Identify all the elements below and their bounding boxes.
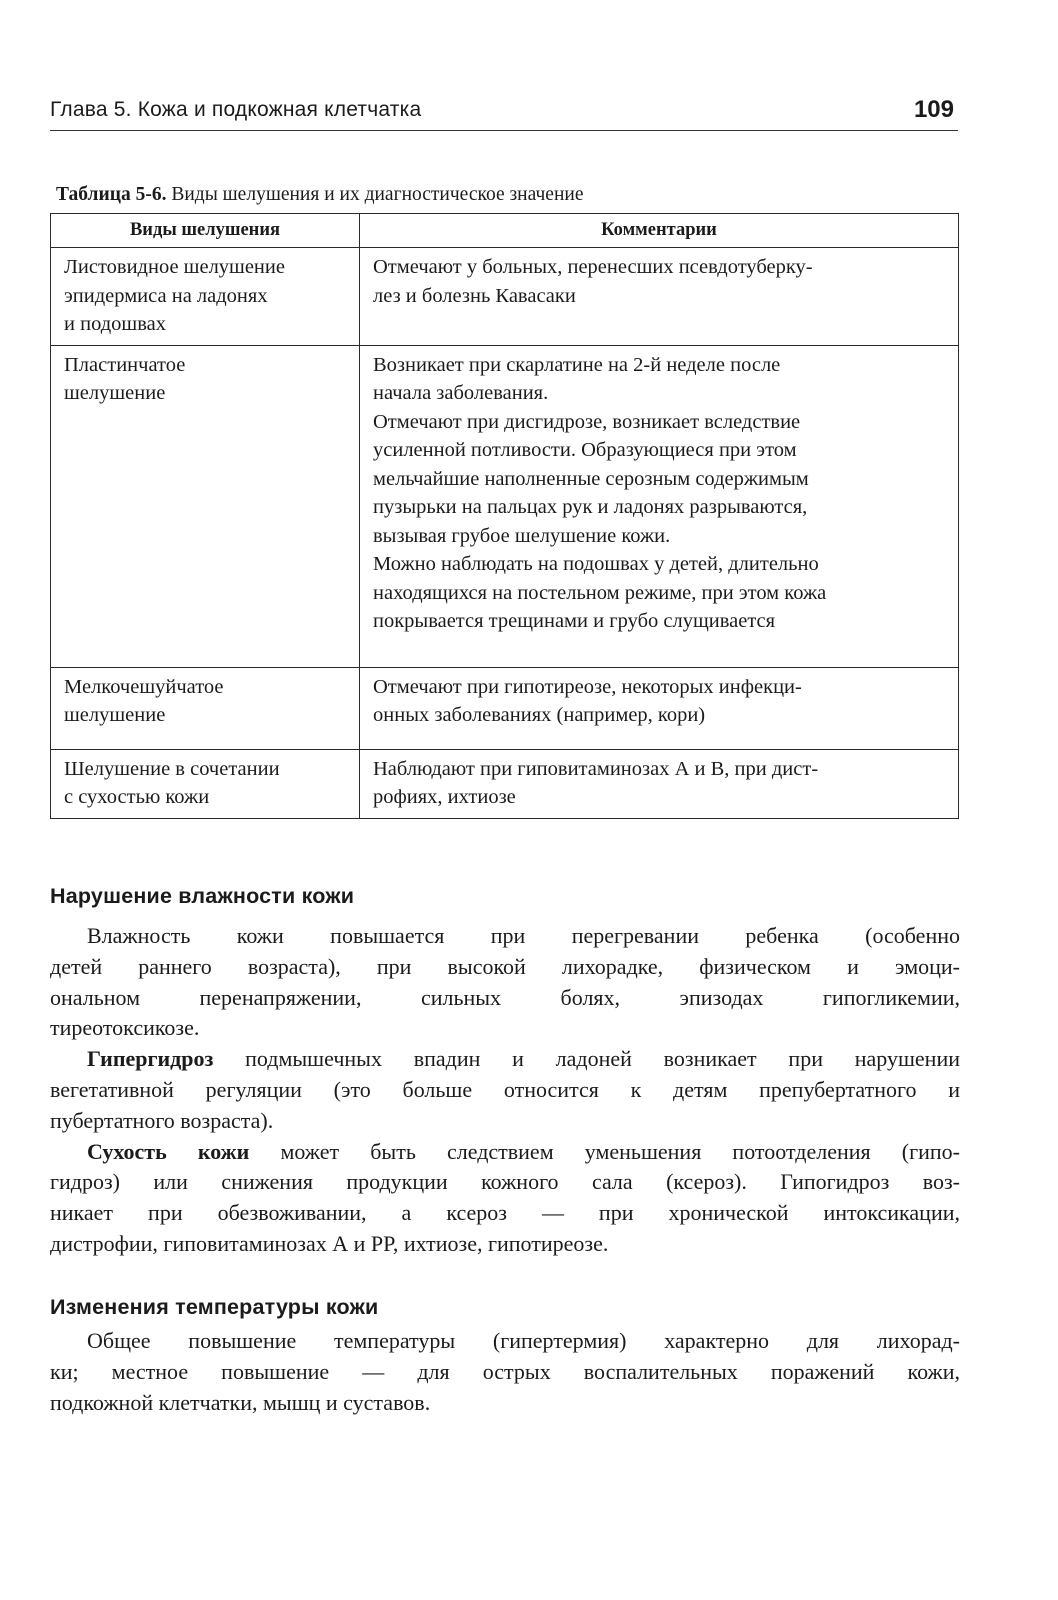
cell-comment [360, 749, 959, 818]
text-line: дистрофии, гиповитаминозах А и PP, ихтиозе, гипотиреозе. [50, 1230, 609, 1256]
cell-line: Наблюдают при гиповитаминозах А и В, при дист- [373, 757, 819, 780]
peeling-types-table [50, 213, 959, 819]
table-row [51, 345, 959, 667]
text-line: Влажность кожи повышается при перегревании ребенка (особенно [87, 923, 960, 948]
page-number: 109 [913, 96, 954, 123]
cell-line: и подошвах [64, 313, 166, 335]
cell-line: пузырьки на пальцах рук и ладонях разрываются, [373, 496, 808, 518]
section-skin-moisture [50, 881, 960, 1260]
table-caption-text: Виды шелушения и их диагностическое значение [171, 184, 584, 205]
cell-line: мельчайшие наполненные серозным содержимым [373, 467, 809, 490]
cell-line: покрывается трещинами и грубо слущивается [373, 610, 776, 632]
running-header [50, 92, 958, 131]
cell-line: онных заболеваниях (например, кори) [373, 704, 706, 726]
text-run: подмышечных впадин и ладоней возникает при нарушении [213, 1046, 960, 1072]
table-header-row [51, 214, 959, 248]
cell-line: Отмечают при дисгидрозе, возникает вследствие [373, 410, 801, 433]
section-body [50, 921, 960, 1260]
cell-line: начала заболевания. [373, 382, 549, 404]
column-header-type: Виды шелушения [51, 214, 360, 248]
section-heading: Изменения температуры кожи [50, 1295, 379, 1319]
table-caption [56, 181, 956, 209]
cell-comment [360, 667, 959, 749]
text-line: детей раннего возраста), при высокой лихорадке, физическом и эмоци- [50, 953, 960, 979]
cell-line: шелушение [64, 704, 166, 726]
text-line: подкожной клетчатки, мышц и суставов. [50, 1389, 431, 1415]
cell-line: вызывая грубое шелушение кожи. [373, 524, 671, 547]
cell-type [51, 667, 360, 749]
cell-line: шелушение [64, 382, 166, 404]
text-line: ональном перенапряжении, сильных болях, эпизодах гипогликемии, [50, 984, 960, 1010]
term-hyperhidrosis: Гипергидроз [87, 1046, 214, 1072]
cell-type [51, 345, 360, 667]
table-row [51, 248, 959, 346]
section-body [50, 1326, 960, 1418]
term-dry-skin: Сухость кожи [87, 1138, 250, 1164]
section-skin-temperature [50, 1292, 960, 1418]
table-caption-label: Таблица 5-6. [56, 184, 167, 205]
table-row [51, 667, 959, 749]
text-line [50, 1044, 960, 1075]
cell-line: лез и болезнь Кавасаки [373, 284, 576, 307]
cell-line: Листовидное шелушение [64, 256, 285, 278]
text-line: Общее повышение температуры (гипертермия) характерно для лихорад- [87, 1328, 960, 1353]
chapter-title: Глава 5. Кожа и подкожная клетчатка [50, 98, 422, 121]
cell-line: Можно наблюдать на подошвах у детей, длительно [373, 553, 819, 575]
cell-line: Пластинчатое [64, 353, 186, 376]
text-line: никает при обезвоживании, а ксероз — при хронической интоксикации, [50, 1200, 960, 1226]
text-line: ки; местное повышение — для острых воспалительных поражений кожи, [50, 1358, 960, 1384]
column-header-comment: Комментарии [360, 214, 959, 248]
text-line: вегетативной регуляции (это больше относится к детям препубертатного и [50, 1076, 960, 1102]
cell-line: Отмечают у больных, перенесших псевдотуберку- [373, 256, 813, 278]
text-line: пубертатного возраста). [50, 1107, 274, 1133]
cell-type [51, 248, 360, 346]
cell-type [51, 749, 360, 818]
table-row [51, 749, 959, 818]
text-line: гидроз) или снижения продукции кожного сала (ксероз). Гипогидроз воз- [50, 1169, 960, 1195]
text-line [50, 1137, 960, 1168]
text-run: может быть следствием уменьшения потоотделения (гипо- [249, 1138, 960, 1164]
cell-line: находящихся на постельном режиме, при этом кожа [373, 581, 827, 604]
section-heading: Нарушение влажности кожи [50, 884, 355, 908]
cell-line: рофиях, ихтиозе [373, 786, 516, 808]
cell-line: с сухостью кожи [64, 786, 210, 808]
text-line: тиреотоксикозе. [50, 1015, 200, 1041]
cell-line: усиленной потливости. Образующиеся при этом [373, 439, 797, 461]
cell-line: Отмечают при гипотиреозе, некоторых инфекци- [373, 675, 802, 698]
cell-line: Шелушение в сочетании [64, 757, 280, 780]
cell-line: эпидермиса на ладонях [64, 284, 268, 307]
cell-line: Возникает при скарлатине на 2-й неделе после [373, 353, 781, 376]
cell-comment [360, 345, 959, 667]
cell-line: Мелкочешуйчатое [64, 675, 224, 698]
cell-comment [360, 248, 959, 346]
